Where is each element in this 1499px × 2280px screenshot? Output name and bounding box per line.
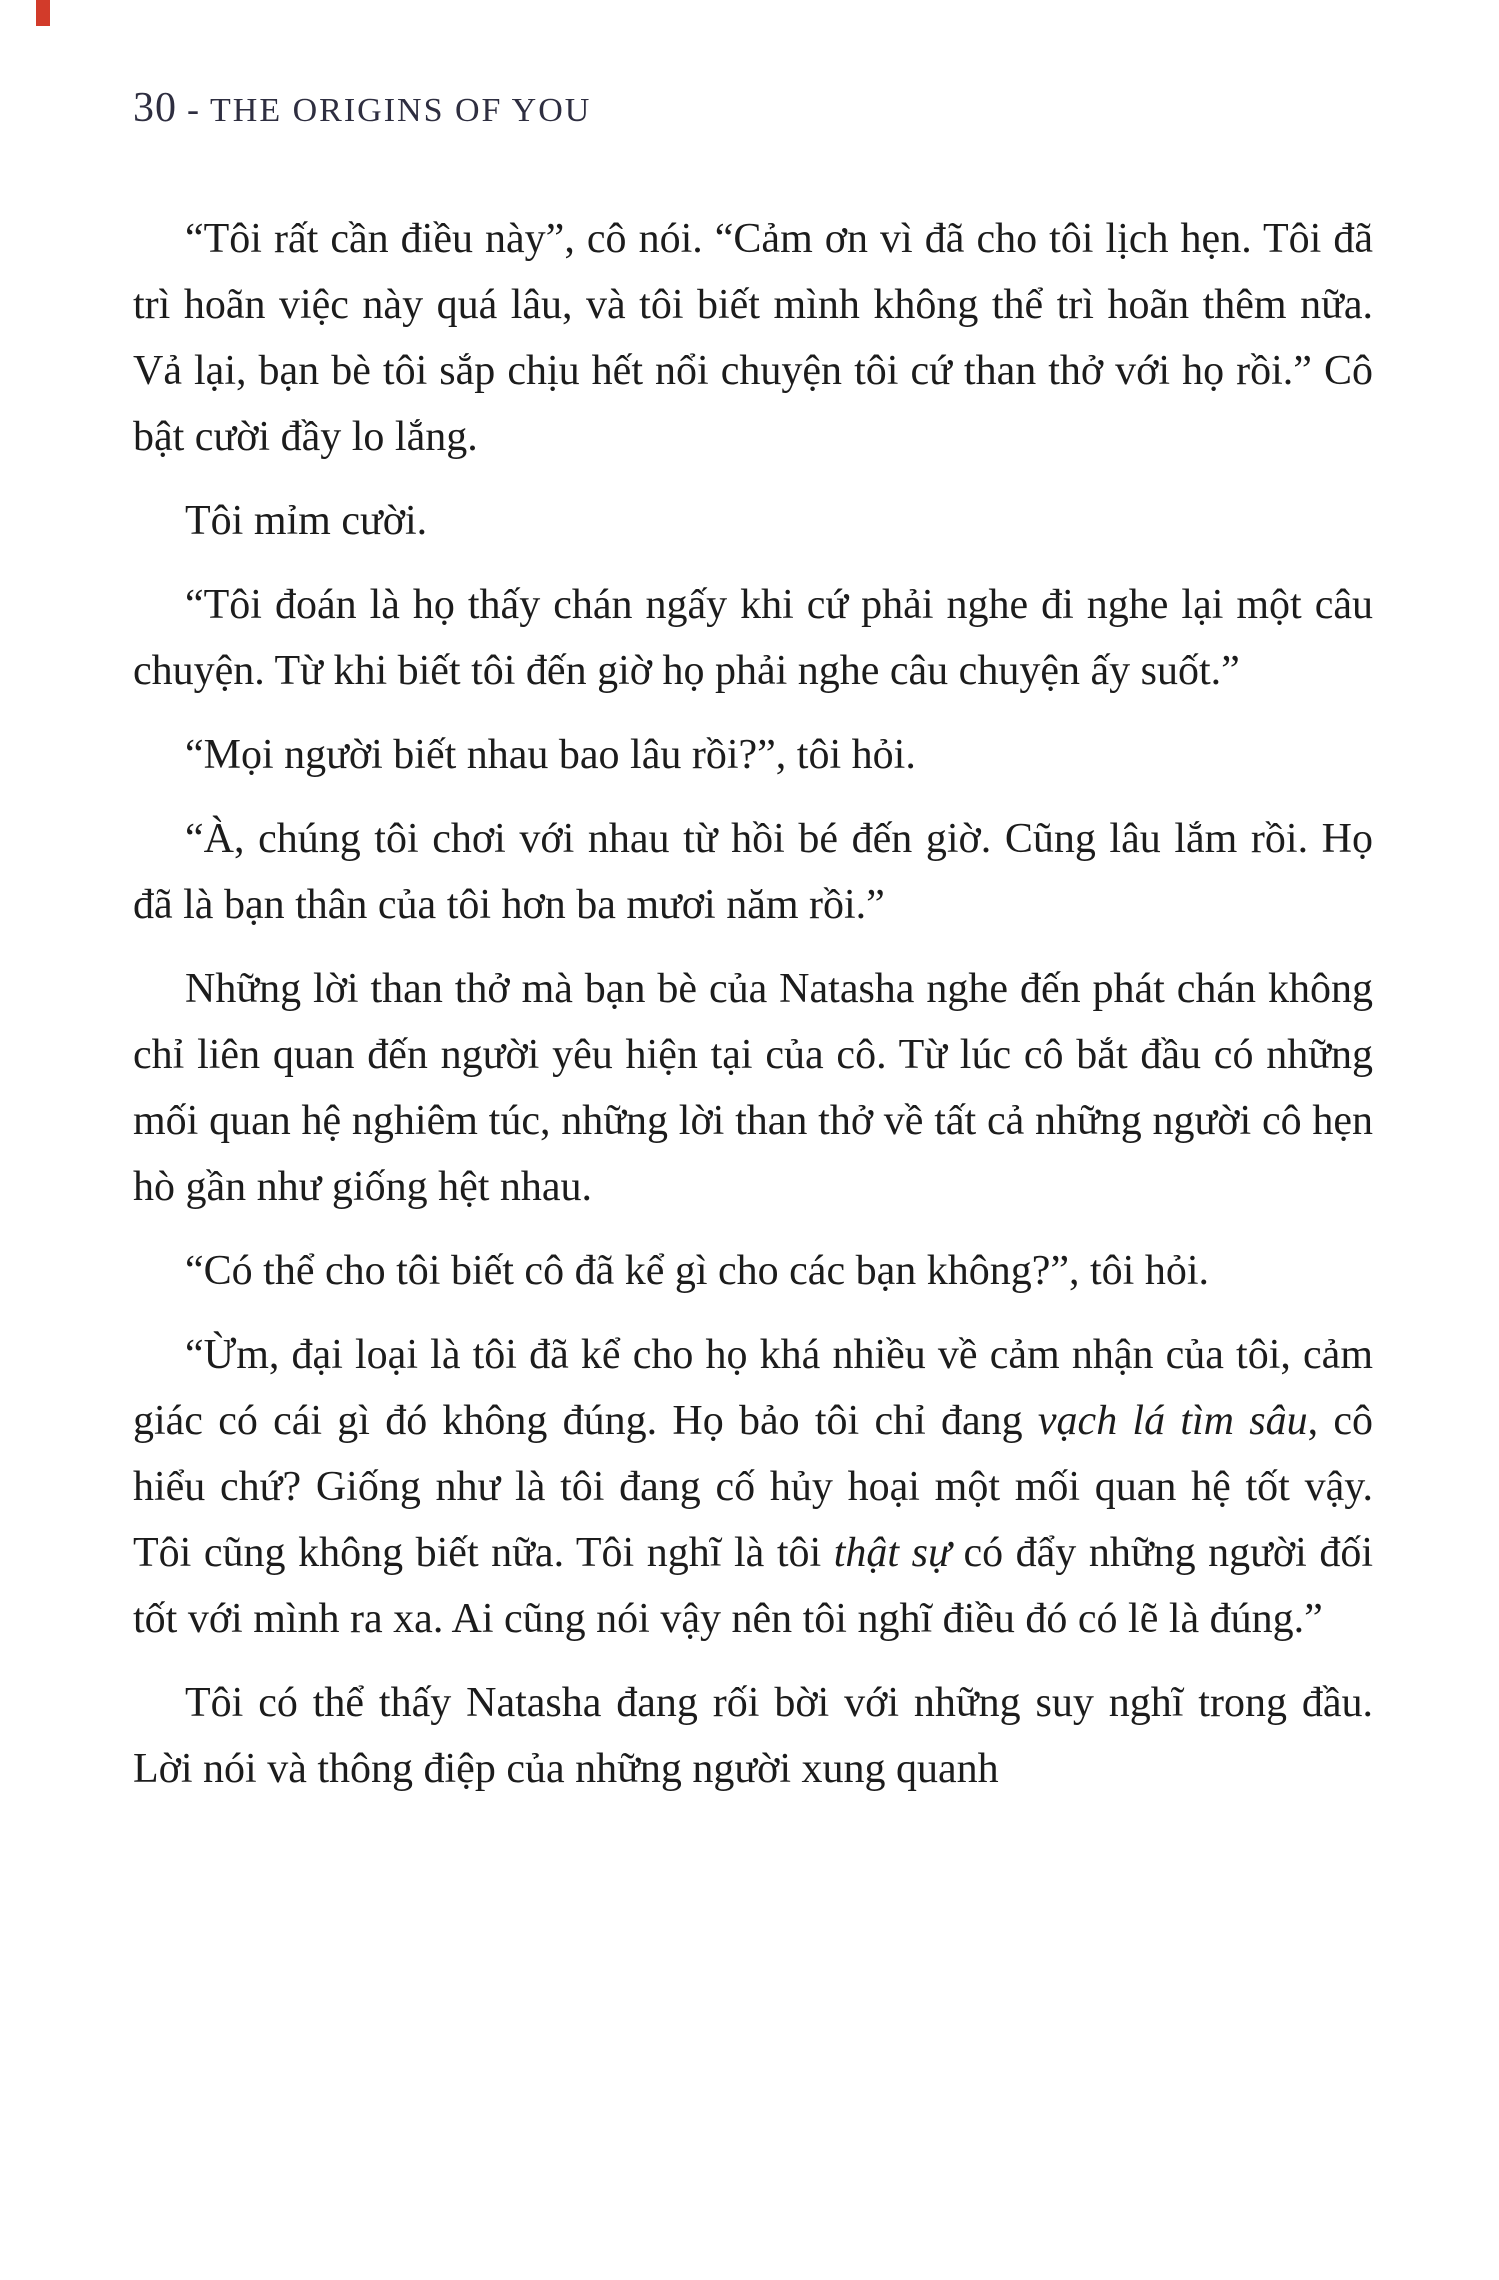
text-run: “Ừm, đại loại là tôi đã kể cho họ khá nhiều về cảm nhận của tôi, cảm giác có cái gì đó không đúng. Họ bảo tôi chỉ đang: [133, 1332, 1373, 1444]
header-separator: -: [177, 89, 210, 129]
paragraph: [133, 956, 1373, 1220]
text-run: Những lời than thở mà bạn bè của Natasha nghe đến phát chán không chỉ liên quan đến người yêu hiện tại của cô. Từ lúc cô bắt đầu có những mối quan hệ nghiêm túc, những lời than thở về tất cả những người cô hẹn hò gần như giống hệt nhau.: [133, 966, 1373, 1210]
italic-text-run: thật sự: [833, 1530, 951, 1576]
book-title: THE ORIGINS OF YOU: [210, 92, 592, 129]
text-run: “Có thể cho tôi biết cô đã kể gì cho các bạn không?”, tôi hỏi.: [185, 1248, 1210, 1294]
paragraph: [133, 488, 1373, 554]
text-run: “À, chúng tôi chơi với nhau từ hồi bé đến giờ. Cũng lâu lắm rồi. Họ đã là bạn thân của tôi hơn ba mươi năm rồi.”: [133, 816, 1373, 928]
text-run: Tôi có thể thấy Natasha đang rối bời với những suy nghĩ trong đầu. Lời nói và thông điệp của những người xung quanh: [133, 1680, 1373, 1792]
text-run: có đẩy những người đối tốt với mình ra xa. Ai cũng nói vậy nên tôi nghĩ điều đó có lẽ là đúng.”: [133, 1530, 1374, 1642]
paragraph: [133, 806, 1373, 938]
text-run: , cô hiểu chứ? Giống như là tôi đang cố hủy hoại một mối quan hệ tốt vậy. Tôi cũng không biết nữa. Tôi nghĩ là tôi: [133, 1398, 1373, 1576]
paragraph: [133, 722, 1373, 788]
text-run: “Tôi đoán là họ thấy chán ngấy khi cứ phải nghe đi nghe lại một câu chuyện. Từ khi biết tôi đến giờ họ phải nghe câu chuyện ấy suốt.”: [133, 582, 1373, 694]
text-run: Tôi mỉm cười.: [185, 498, 428, 544]
paragraph: [133, 572, 1373, 704]
page-header: [133, 84, 591, 132]
text-run: “Mọi người biết nhau bao lâu rồi?”, tôi hỏi.: [185, 732, 916, 778]
paragraph: [133, 1238, 1373, 1304]
page-number: 30: [133, 85, 177, 131]
italic-text-run: vạch lá tìm sâu: [1037, 1398, 1308, 1444]
paragraph: [133, 1670, 1373, 1802]
paragraph: [133, 1322, 1373, 1652]
text-run: “Tôi rất cần điều này”, cô nói. “Cảm ơn vì đã cho tôi lịch hẹn. Tôi đã trì hoãn việc này quá lâu, và tôi biết mình không thể trì hoãn thêm nữa. Vả lại, bạn bè tôi sắp chịu hết nổi chuyện tôi cứ than thở với họ rồi.” Cô bật cười đầy lo lắng.: [133, 216, 1373, 460]
page-body: [133, 206, 1373, 1820]
paragraph: [133, 206, 1373, 470]
red-ribbon-mark: [36, 0, 50, 26]
